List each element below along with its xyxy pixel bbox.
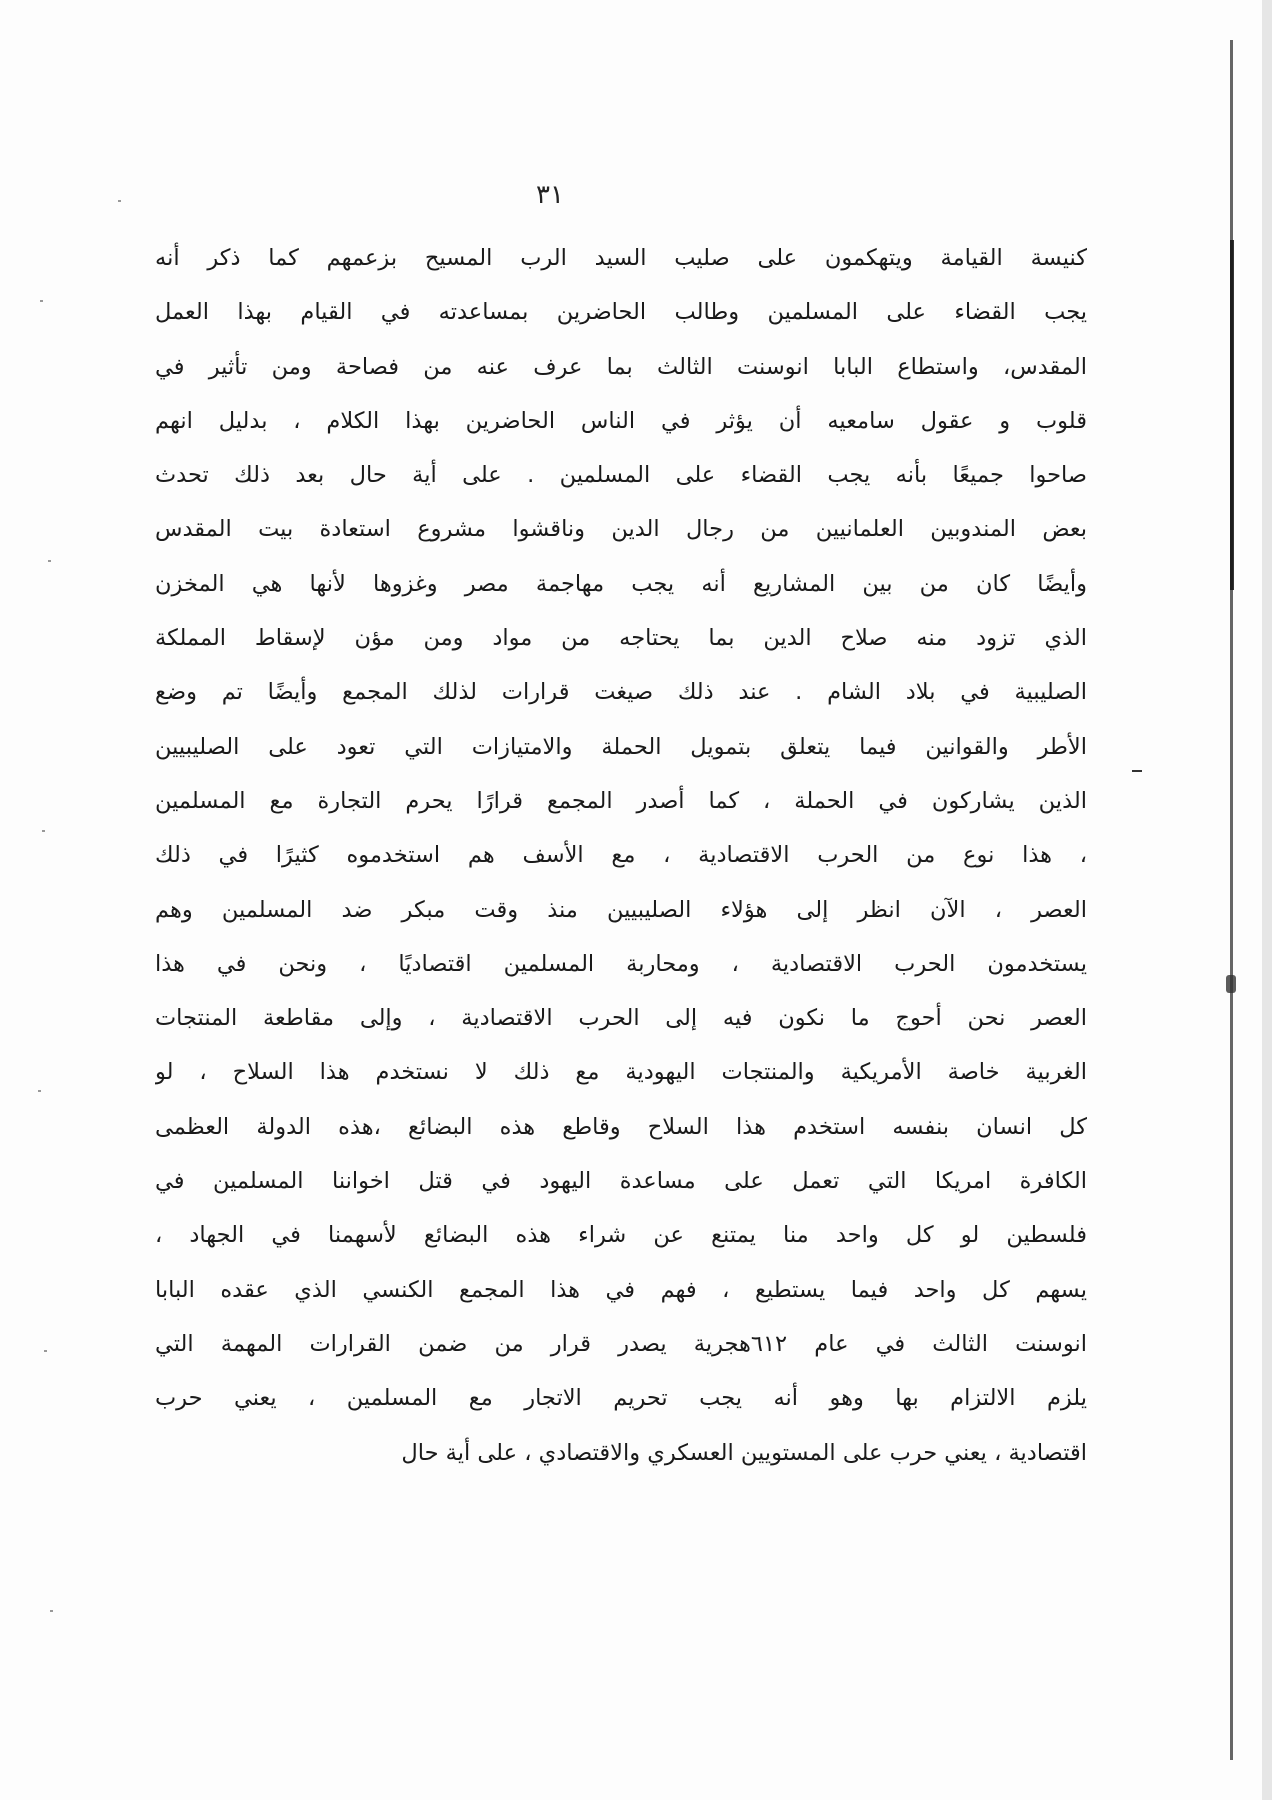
text-line: المقدس، واستطاع البابا انوسنت الثالث بما عرف عنه من فصاحة ومن تأثير في: [155, 353, 1087, 380]
text-line: ، هذا نوع من الحرب الاقتصادية ، مع الأسف هم استخدموه كثيرًا في ذلك: [155, 842, 1087, 869]
text-line: العصر نحن أحوج ما نكون فيه إلى الحرب الاقتصادية ، وإلى مقاطعة المنتجات: [155, 1005, 1087, 1032]
text-line: كل انسان بنفسه استخدم هذا السلاح وقاطع هذه البضائع ،هذه الدولة العظمى: [155, 1113, 1087, 1140]
text-line: يسهم كل واحد فيما يستطيع ، فهم في هذا المجمع الكنسي الذي عقده البابا: [155, 1276, 1087, 1303]
scan-speck: [1132, 770, 1142, 772]
scan-speck: [118, 200, 121, 202]
text-line: الغربية خاصة الأمريكية والمنتجات اليهودية مع ذلك لا نستخدم هذا السلاح ، لو: [155, 1059, 1087, 1086]
text-line: الذين يشاركون في الحملة ، كما أصدر المجمع قرارًا يحرم التجارة مع المسلمين: [155, 787, 1087, 814]
text-line: انوسنت الثالث في عام ٦١٢هجرية يصدر قرار من ضمن القرارات المهمة التي: [155, 1330, 1087, 1357]
text-line: الكافرة امريكا التي تعمل على مساعدة اليهود في قتل اخواننا المسلمين في: [155, 1168, 1087, 1195]
text-line: صاحوا جميعًا بأنه يجب القضاء على المسلمين . على أية حال بعد ذلك تحدث: [155, 462, 1087, 489]
text-line: الأطر والقوانين فيما يتعلق بتمويل الحملة والامتيازات التي تعود على الصليبيين: [155, 733, 1087, 760]
text-line: الذي تزود منه صلاح الدين بما يحتاجه من مواد ومن مؤن لإسقاط المملكة: [155, 625, 1087, 652]
binding-notch-mark: [1226, 975, 1236, 993]
text-line: الصليبية في بلاد الشام . عند ذلك صيغت قرارات لذلك المجمع وأيضًا تم وضع: [155, 679, 1087, 706]
text-line: اقتصادية ، يعني حرب على المستويين العسكري والاقتصادي ، على أية حال: [401, 1439, 1087, 1466]
body-text: [155, 238, 1087, 1487]
text-line: وأيضًا كان من بين المشاريع أنه يجب مهاجمة مصر وغزوها لأنها هي المخزن: [155, 570, 1087, 597]
scan-speck: [44, 1350, 47, 1352]
scan-speck: [40, 300, 43, 302]
text-line: بعض المندوبين العلمانيين من رجال الدين وناقشوا مشروع استعادة بيت المقدس: [155, 516, 1087, 543]
page-gutter: [1262, 0, 1272, 1800]
text-line: كنيسة القيامة ويتهكمون على صليب السيد الرب المسيح بزعمهم كما ذكر أنه: [155, 245, 1087, 271]
page-number: ٣١: [536, 180, 564, 210]
text-line: يستخدمون الحرب الاقتصادية ، ومحاربة المسلمين اقتصاديًا ، ونحن في هذا: [155, 950, 1087, 977]
text-line: يلزم الالتزام بها وهو أنه يجب تحريم الاتجار مع المسلمين ، يعني حرب: [155, 1385, 1087, 1412]
scan-speck: [42, 830, 45, 832]
binding-edge-shadow: [1230, 240, 1234, 590]
scan-speck: [48, 560, 51, 562]
text-line: فلسطين لو كل واحد منا يمتنع عن شراء هذه البضائع لأسهمنا في الجهاد ،: [155, 1222, 1087, 1249]
text-line: العصر ، الآن انظر إلى هؤلاء الصليبيين منذ وقت مبكر ضد المسلمين وهم: [155, 896, 1087, 923]
scan-speck: [38, 1090, 41, 1092]
text-line: قلوب و عقول سامعيه أن يؤثر في الناس الحاضرين بهذا الكلام ، بدليل انهم: [155, 407, 1087, 434]
scan-speck: [50, 1610, 53, 1612]
text-line: يجب القضاء على المسلمين وطالب الحاضرين بمساعدته في القيام بهذا العمل: [155, 299, 1087, 326]
